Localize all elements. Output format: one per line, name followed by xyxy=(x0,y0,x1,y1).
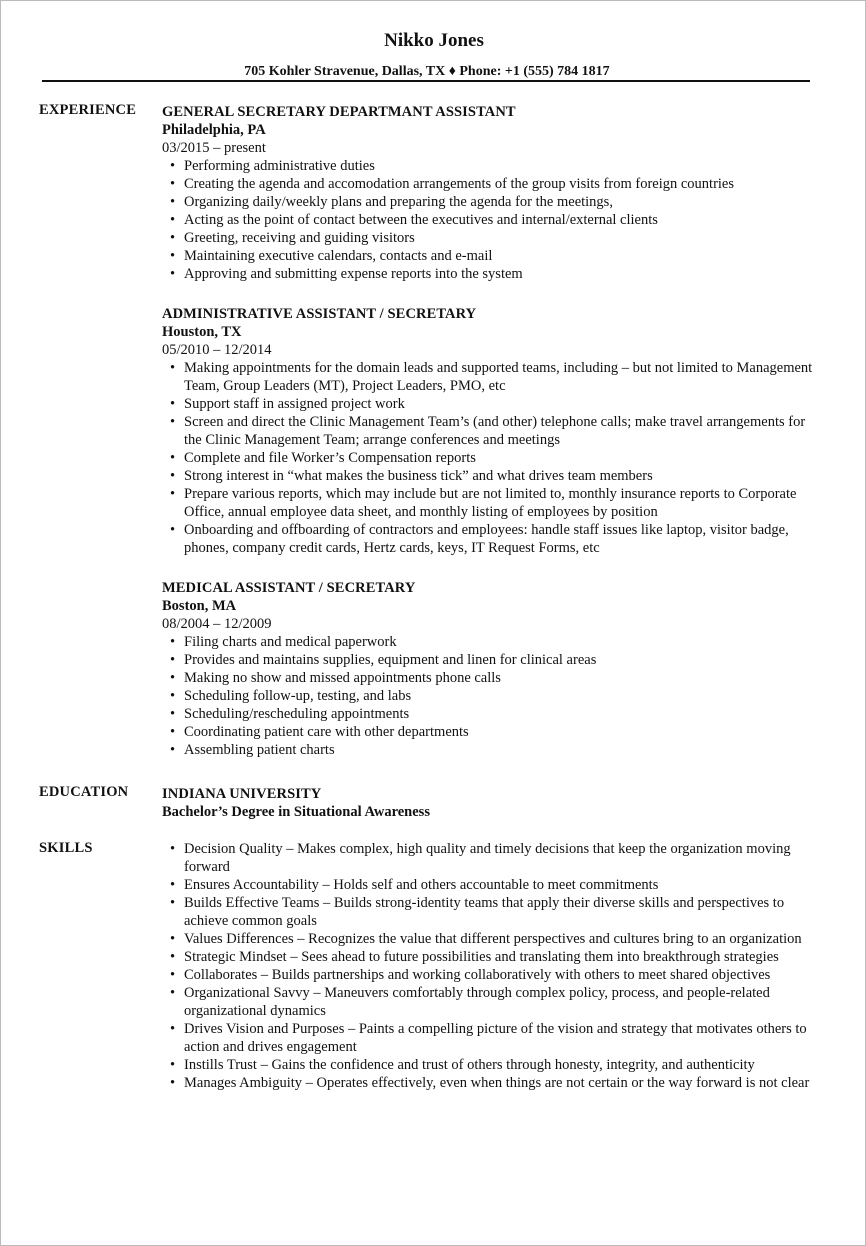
list-item: • Making no show and missed appointments phone calls xyxy=(170,670,501,686)
section-label-skills: SKILLS xyxy=(39,840,93,856)
section-label-experience: EXPERIENCE xyxy=(39,102,137,118)
job-location: Houston, TX xyxy=(162,324,242,340)
list-item: • Complete and file Worker’s Compensation reports xyxy=(170,450,476,466)
list-item: • Acting as the point of contact between the executives and internal/external clients xyxy=(170,212,658,228)
list-item: • Approving and submitting expense reports into the system xyxy=(170,266,523,282)
list-item: • Scheduling/rescheduling appointments xyxy=(170,706,410,722)
candidate-name: Nikko Jones xyxy=(384,30,484,51)
list-item: • Manages Ambiguity – Operates effectively, even when things are not certain or the way forward is not clear xyxy=(170,1075,810,1091)
list-item: • Organizing daily/weekly plans and preparing the agenda for the meetings, xyxy=(170,194,613,210)
job-location: Boston, MA xyxy=(162,598,237,614)
list-item: • Greeting, receiving and guiding visitors xyxy=(170,230,415,246)
list-item: • Strategic Mindset – Sees ahead to future possibilities and translating them into breakthrough strategies xyxy=(170,949,779,965)
list-item: • Organizational Savvy – Maneuvers comfortably through complex policy, process, and people-related organizational dynamics xyxy=(170,985,770,1019)
job-duties-list xyxy=(162,157,822,283)
list-item: • Values Differences – Recognizes the value that different perspectives and cultures bring to an organization xyxy=(170,931,802,947)
school-name: INDIANA UNIVERSITY xyxy=(162,786,322,802)
list-item: • Provides and maintains supplies, equipment and linen for clinical areas xyxy=(170,652,597,668)
section-label-education: EDUCATION xyxy=(39,784,129,800)
list-item: • Prepare various reports, which may include but are not limited to, monthly insurance reports to Corporate Office, annual employee data sheet, and monthly listing of employees by position xyxy=(170,486,797,520)
list-item: • Assembling patient charts xyxy=(170,742,335,758)
job-location: Philadelphia, PA xyxy=(162,122,266,138)
job-entry-3 xyxy=(162,579,822,759)
job-title: ADMINISTRATIVE ASSISTANT / SECRETARY xyxy=(162,306,477,322)
list-item: • Decision Quality – Makes complex, high quality and timely decisions that keep the organization moving forward xyxy=(170,841,791,875)
header-divider xyxy=(42,80,810,82)
education-entry xyxy=(162,785,822,821)
list-item: • Ensures Accountability – Holds self and others accountable to meet commitments xyxy=(170,877,659,893)
job-duties-list xyxy=(162,633,822,759)
job-dates: 05/2010 – 12/2014 xyxy=(162,342,272,358)
list-item: • Coordinating patient care with other departments xyxy=(170,724,469,740)
skills-list xyxy=(162,840,822,1092)
job-title: MEDICAL ASSISTANT / SECRETARY xyxy=(162,580,416,596)
list-item: • Screen and direct the Clinic Management Team’s (and other) telephone calls; make travel arrangements for the Clinic Management Team; arrange conferences and meetings xyxy=(170,414,806,448)
list-item: • Scheduling follow-up, testing, and labs xyxy=(170,688,412,704)
list-item: • Collaborates – Builds partnerships and working collaboratively with others to meet shared objectives xyxy=(170,967,771,983)
list-item: • Performing administrative duties xyxy=(170,158,375,174)
list-item: • Support staff in assigned project work xyxy=(170,396,405,412)
contact-line: 705 Kohler Stravenue, Dallas, TX ♦ Phone: +1 (555) 784 1817 xyxy=(244,64,610,79)
list-item: • Builds Effective Teams – Builds strong-identity teams that apply their diverse skills and perspectives to achieve common goals xyxy=(170,895,785,929)
job-entry-1 xyxy=(162,103,822,283)
degree-name: Bachelor’s Degree in Situational Awareness xyxy=(162,804,430,820)
job-title: GENERAL SECRETARY DEPARTMANT ASSISTANT xyxy=(162,104,516,120)
skills-entry xyxy=(162,840,822,1092)
job-duties-list xyxy=(162,359,822,557)
list-item: • Creating the agenda and accomodation arrangements of the group visits from foreign countries xyxy=(170,176,735,192)
list-item: • Strong interest in “what makes the business tick” and what drives team members xyxy=(170,468,653,484)
list-item: • Drives Vision and Purposes – Paints a compelling picture of the vision and strategy that motivates others to action and drives engagement xyxy=(170,1021,807,1055)
job-entry-2 xyxy=(162,305,822,557)
job-dates: 03/2015 – present xyxy=(162,140,266,156)
list-item: • Instills Trust – Gains the confidence and trust of others through honesty, integrity, and authenticity xyxy=(170,1057,755,1073)
list-item: • Onboarding and offboarding of contractors and employees: handle staff issues like laptop, visitor badge, phones, company credit cards, Hertz cards, keys, IT Request Forms, etc xyxy=(170,522,789,556)
list-item: • Maintaining executive calendars, contacts and e-mail xyxy=(170,248,493,264)
job-dates: 08/2004 – 12/2009 xyxy=(162,616,272,632)
list-item: • Making appointments for the domain leads and supported teams, including – but not limited to Management Team, Group Leaders (MT), Project Leaders, PMO, etc xyxy=(170,360,813,394)
list-item: • Filing charts and medical paperwork xyxy=(170,634,397,650)
